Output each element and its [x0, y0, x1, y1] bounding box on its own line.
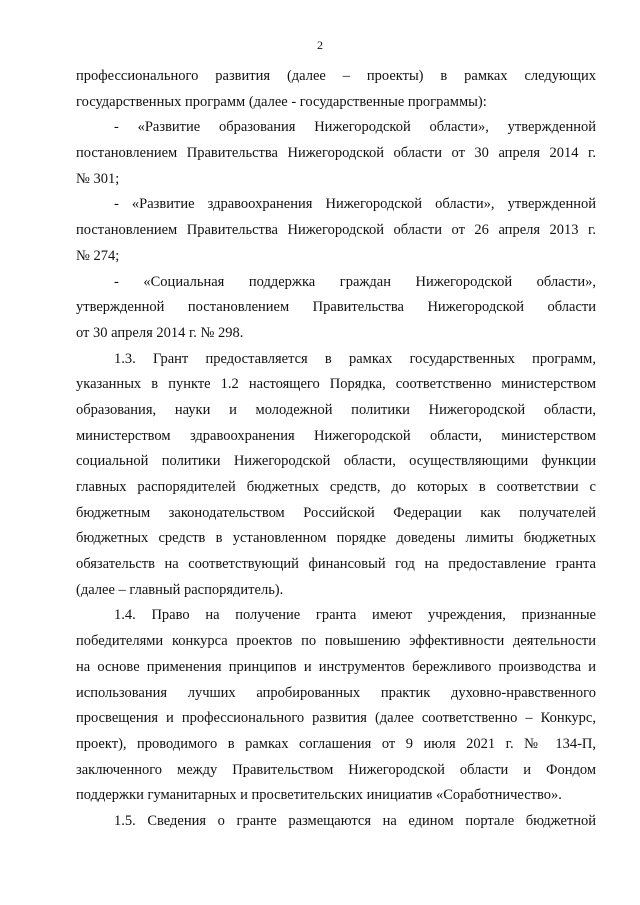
text-line: утвержденной постановлением Правительства Нижегородской области [76, 299, 596, 316]
text-line: бюджетным законодательством Российской Федерации как получателей [76, 504, 596, 521]
text-line: просвещения и профессионального развития (далее соответственно – Конкурс, [76, 710, 596, 727]
text-line: - «Социальная поддержка граждан Нижегородской области», [114, 273, 596, 290]
text-line: 1.3. Грант предоставляется в рамках государственных программ, [114, 350, 596, 367]
text-line: проект), проводимого в рамках соглашения от 9 июля 2021 г. № 134-П, [76, 735, 596, 752]
text-line: от 30 апреля 2014 г. № 298. [76, 324, 244, 341]
text-line: указанных в пункте 1.2 настоящего Порядка, соответственно министерством [76, 376, 596, 393]
text-line: - «Развитие здравоохранения Нижегородской области», утвержденной [114, 196, 596, 213]
text-line: поддержки гуманитарных и просветительских инициатив «Соработничество». [76, 787, 562, 804]
text-line: постановлением Правительства Нижегородской области от 30 апреля 2014 г. [76, 145, 596, 162]
text-line: главных распорядителей бюджетных средств, до которых в соответствии с [76, 479, 596, 495]
text-line: № 301; [76, 170, 120, 187]
text-line: 1.4. Право на получение гранта имеют учреждения, признанные [114, 607, 596, 624]
text-line: заключенного между Правительством Нижегородской области и Фондом [76, 761, 596, 778]
text-line: обязательств на соответствующий финансовый год на предоставление гранта [76, 556, 596, 573]
text-line: бюджетных средств в установленном порядке доведены лимиты бюджетных [76, 530, 596, 547]
text-line: на основе применения принципов и инструментов бережливого производства и [76, 658, 596, 675]
text-line: № 274; [76, 247, 120, 264]
text-line: образования, науки и молодежной политики Нижегородской области, [76, 401, 596, 418]
text-line: победителями конкурса проектов по повышению эффективности деятельности [76, 633, 596, 650]
page-number: 2 [317, 38, 323, 52]
text-line: социальной политики Нижегородской области, осуществляющими функции [76, 453, 596, 470]
text-line: 1.5. Сведения о гранте размещаются на едином портале бюджетной [114, 812, 596, 829]
text-line: профессионального развития (далее – проекты) в рамках следующих [76, 68, 596, 84]
text-line: - «Развитие образования Нижегородской области», утвержденной [114, 119, 596, 136]
text-line: министерством здравоохранения Нижегородской области, министерством [76, 427, 596, 444]
text-line: постановлением Правительства Нижегородской области от 26 апреля 2013 г. [76, 222, 596, 239]
text-line: государственных программ (далее - государственные программы): [76, 93, 487, 110]
text-line: (далее – главный распорядитель). [76, 581, 284, 598]
document-body [76, 64, 596, 835]
text-line: использования лучших апробированных практик духовно-нравственного [76, 684, 596, 701]
